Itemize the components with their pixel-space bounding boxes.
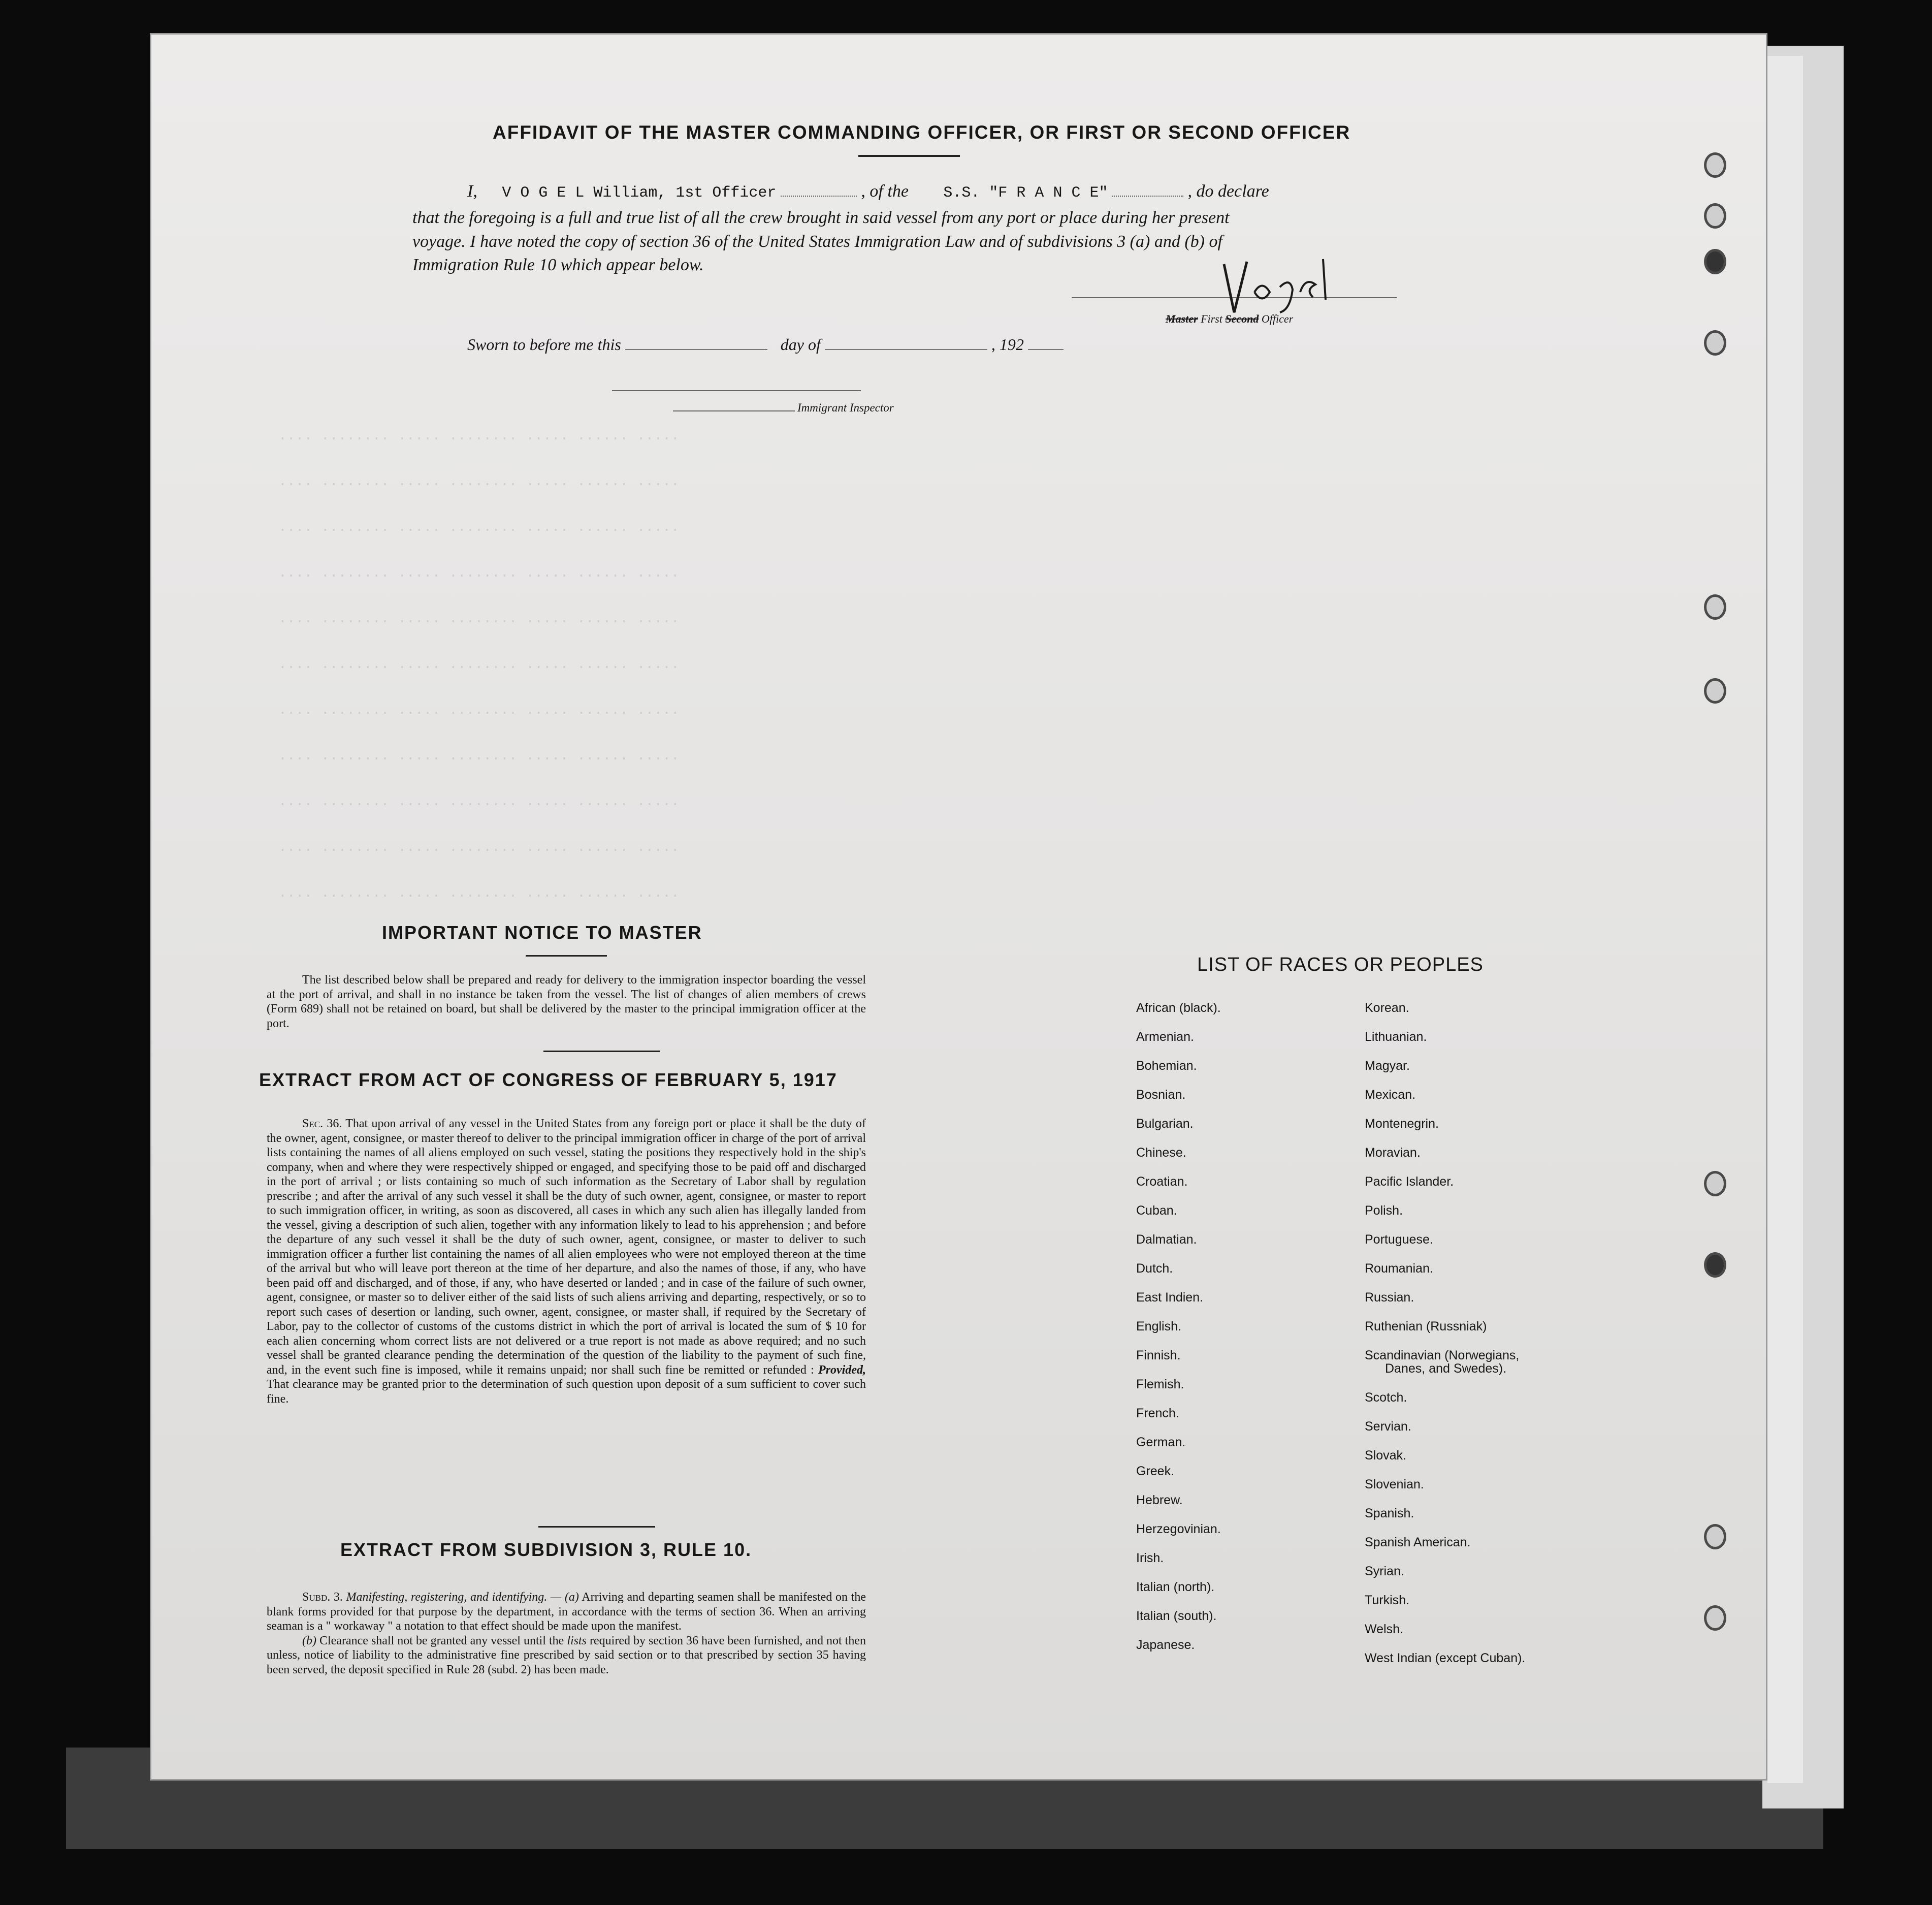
inspector-signature-line-2 <box>673 410 795 411</box>
part-a-label: (a) <box>564 1591 579 1604</box>
race-item: Bulgarian. <box>1136 1117 1194 1131</box>
inspector-signature-line <box>612 390 861 391</box>
sworn-line <box>467 335 1064 354</box>
race-item: Croatian. <box>1136 1174 1188 1189</box>
act-provided: Provided, <box>818 1363 866 1377</box>
race-item: Turkish. <box>1365 1593 1409 1607</box>
bleed-through-row: .... ........ ..... ........ ..... ...... ..... <box>278 520 680 535</box>
notice-body <box>267 973 866 1031</box>
race-item: Japanese. <box>1136 1638 1195 1652</box>
affidavit-line-3: voyage. I have noted the copy of section 36 of the United States Immigration Law and of subdivisions 3 (a) and (b) of <box>412 232 1222 251</box>
bleed-through-row: .... ........ ..... ........ ..... ...... ..... <box>278 840 680 855</box>
act-body-text: That upon arrival of any vessel in the United States from any foreign port or place it shall be the duty of the owner, agent, consignee, or master thereof to deliver to the principal immigration officer in charge of the port of arrival lists containing the names of all aliens employed on such vessel, stating the positions they respectively hold in the ship's company, when and where they were respectively shipped or engaged, and specifying those to be paid off and discharged in the port of arrival ; or lists containing so much of such information as the Secretary of Labor shall by regulation prescribe ; and after the arrival of any such vessel it shall be the duty of such owner, agent, consignee, or master to report to such immigration officer, in writing, as soon as discovered, all cases in which any such alien has illegally landed from the vessel, giving a description of such alien, together with any information likely to lead to his apprehension ; and before the departure of any such vessel it shall be the duty of such owner, agent, consignee, or master to deliver to such immigration officer a further list containing the names of all alien employees who were not employed thereon at the time of the arrival but who will leave port thereon at the time of her departure, and also the names of those, if any, who have been paid off and discharged, and of those, if any, who have deserted or landed ; and in case of the failure of such owner, agent, consignee, or master so to deliver either of the said lists of such aliens arriving and departing, respectively, or so to report such cases of desertion or landing, such owner, agent, consignee, or master shall, if required by the Secretary of Labor, pay to the collector of customs of the customs district in which the port of arrival is located the sum of $ 10 for each alien concerning whom correct lists are not delivered or a true report is not made as above required; and no such vessel shall be granted clearance pending the determination of the question of the liability to the payment of such fine, and, in the event such fine is imposed, while it remains unpaid; nor shall such fine be remitted or refunded : <box>267 1117 866 1377</box>
race-item: Lithuanian. <box>1365 1030 1427 1044</box>
punch-hole-icon <box>1704 1524 1726 1549</box>
punch-hole-icon <box>1704 1171 1726 1196</box>
part-b-label: (b) <box>302 1634 316 1647</box>
act-section-label: Sec. 36. <box>302 1117 342 1130</box>
struck-second: Second <box>1225 312 1259 325</box>
race-item: Armenian. <box>1136 1030 1194 1044</box>
punch-hole-icon <box>1704 249 1726 274</box>
notice-title: IMPORTANT NOTICE TO MASTER <box>382 922 702 943</box>
i-word: I, <box>467 182 477 201</box>
punch-hole-icon <box>1704 152 1726 178</box>
subd-label: Subd. 3. <box>302 1591 343 1604</box>
do-declare-label: , do declare <box>1187 182 1269 201</box>
race-item: Dalmatian. <box>1136 1232 1197 1247</box>
punch-hole-icon <box>1704 1252 1726 1278</box>
officer-label: Officer <box>1261 312 1294 325</box>
race-item: Greek. <box>1136 1464 1175 1478</box>
race-item: Bohemian. <box>1136 1059 1197 1073</box>
manifest-page <box>150 33 1767 1781</box>
race-item: Moravian. <box>1365 1146 1421 1160</box>
race-item: Bosnian. <box>1136 1088 1186 1102</box>
affidavit-title: AFFIDAVIT OF THE MASTER COMMANDING OFFICER, OR FIRST OR SECOND OFFICER <box>493 122 1351 143</box>
punch-hole-icon <box>1704 330 1726 356</box>
vessel-underline <box>1112 196 1183 197</box>
sworn-text: Sworn to before me this <box>467 335 621 354</box>
race-item: Italian (south). <box>1136 1609 1217 1623</box>
rule-title: EXTRACT FROM SUBDIVISION 3, RULE 10. <box>340 1539 752 1560</box>
race-item: Scandinavian (Norwegians, <box>1365 1348 1520 1362</box>
race-item: West Indian (except Cuban). <box>1365 1651 1526 1665</box>
race-item: Flemish. <box>1136 1377 1184 1391</box>
race-item: Servian. <box>1365 1419 1411 1434</box>
race-item: French. <box>1136 1406 1179 1420</box>
race-item: Roumanian. <box>1365 1261 1433 1276</box>
race-item: Russian. <box>1365 1290 1414 1305</box>
race-item: Slovenian. <box>1365 1477 1424 1491</box>
race-item: German. <box>1136 1435 1186 1449</box>
race-item: East Indien. <box>1136 1290 1204 1305</box>
affidavit-line-2: that the foregoing is a full and true list of all the crew brought in said vessel from any port or place during her present <box>412 208 1230 227</box>
race-item: Irish. <box>1136 1551 1164 1565</box>
signature-svg <box>1219 257 1336 318</box>
day-of-label: day of <box>780 335 821 354</box>
race-item: Magyar. <box>1365 1059 1410 1073</box>
bleed-through-row: .... ........ ..... ........ ..... ...... ..... <box>278 794 680 810</box>
officer-name-underline <box>781 196 857 197</box>
race-item: Syrian. <box>1365 1564 1404 1578</box>
title-underline <box>858 155 960 157</box>
bleed-through-row: .... ........ ..... ........ ..... ...... ..... <box>278 703 680 718</box>
first-label: First <box>1201 312 1222 325</box>
sworn-day-blank <box>625 349 767 350</box>
race-item: Dutch. <box>1136 1261 1173 1276</box>
race-item: Danes, and Swedes). <box>1385 1361 1507 1376</box>
part-b-text-1: Clearance shall not be granted any vessel until the <box>319 1634 564 1647</box>
bleed-through-row: .... ........ ..... ........ ..... ...... ..... <box>278 748 680 764</box>
race-item: Cuban. <box>1136 1203 1177 1218</box>
race-item: Hebrew. <box>1136 1493 1183 1507</box>
race-item: Italian (north). <box>1136 1580 1215 1594</box>
inspector-label: Immigrant Inspector <box>797 401 894 414</box>
act-paragraph <box>267 1117 866 1406</box>
sworn-year-blank <box>1028 349 1064 350</box>
punch-hole-icon <box>1704 594 1726 620</box>
race-item: African (black). <box>1136 1001 1221 1015</box>
race-item: Finnish. <box>1136 1348 1181 1362</box>
race-item: Ruthenian (Russniak) <box>1365 1319 1487 1334</box>
race-item: Scotch. <box>1365 1390 1407 1405</box>
race-item: Herzegovinian. <box>1136 1522 1221 1536</box>
bleed-through-row: .... ........ ..... ........ ..... ...... ..... <box>278 428 680 444</box>
race-item: Korean. <box>1365 1001 1409 1015</box>
punch-hole-icon <box>1704 203 1726 229</box>
part-b-text-2: required by section 36 have been furnished, and not then unless, notice of liability to the administrative fine prescribed by said section or to that prescribed by section 35 having been served, the deposit specified in Rule 28 (subd. 2) has been made. <box>267 1634 866 1676</box>
punch-hole-icon <box>1704 678 1726 704</box>
bleed-through-row: .... ........ ..... ........ ..... ...... ..... <box>278 611 680 627</box>
notice-divider <box>543 1051 660 1052</box>
affidavit-line-1 <box>467 182 1269 202</box>
race-item: Mexican. <box>1365 1088 1416 1102</box>
struck-master: Master <box>1166 312 1198 325</box>
race-item: Chinese. <box>1136 1146 1186 1160</box>
part-a-text: Arriving and departing seamen shall be manifested on the blank forms provided for that purpose by the department, in accordance with the terms of section 36. When an arriving seaman is a " workaway " a notation to that effect should be made upon the manifest. <box>267 1591 866 1633</box>
officer-name-field: V O G E L William, 1st Officer <box>502 184 777 202</box>
officer-signature <box>1219 257 1336 320</box>
part-b-lists: lists <box>567 1634 587 1647</box>
bleed-through-row: .... ........ ..... ........ ..... ...... ..... <box>278 657 680 673</box>
races-title: LIST OF RACES OR PEOPLES <box>1197 954 1484 975</box>
affidavit-line-4: Immigration Rule 10 which appear below. <box>412 256 704 274</box>
vessel-name-field: S.S. "F R A N C E" <box>943 184 1108 202</box>
rule-part-a <box>267 1590 866 1634</box>
race-item: Spanish. <box>1365 1506 1414 1520</box>
year-label: , 192 <box>991 335 1024 354</box>
subd-heading: Manifesting, registering, and identifying. — <box>346 1591 562 1604</box>
race-item: Portuguese. <box>1365 1232 1433 1247</box>
bleed-through-row: .... ........ ..... ........ ..... ...... ..... <box>278 474 680 490</box>
act-title: EXTRACT FROM ACT OF CONGRESS OF FEBRUARY 5, 1917 <box>259 1069 838 1090</box>
act-body-end: That clearance may be granted prior to the determination of such question upon deposit of a sum sufficient to cover such fine. <box>267 1378 866 1406</box>
race-item: Slovak. <box>1365 1448 1406 1463</box>
race-item: Polish. <box>1365 1203 1403 1218</box>
bleed-through-row: .... ........ ..... ........ ..... ...... ..... <box>278 565 680 581</box>
rule-part-b <box>267 1634 866 1677</box>
act-body <box>267 1117 866 1406</box>
bleed-through-row: .... ........ ..... ........ ..... ...... ..... <box>278 885 680 901</box>
act-divider <box>538 1526 655 1528</box>
officer-title-line <box>1166 312 1293 326</box>
sworn-month-blank <box>825 349 987 350</box>
race-item: Spanish American. <box>1365 1535 1471 1549</box>
race-item: Welsh. <box>1365 1622 1403 1636</box>
notice-body-text: The list described below shall be prepared and ready for delivery to the immigration inspector boarding the vessel at the port of arrival, and shall in no instance be taken from the vessel. The list of changes of alien members of crews (Form 689) shall not be retained on board, but shall be delivered by the master to the principal immigration officer at the port. <box>267 973 866 1030</box>
notice-underline <box>526 955 607 957</box>
page-edge-strip <box>1767 56 1803 1783</box>
punch-hole-icon <box>1704 1605 1726 1631</box>
of-the-label: , of the <box>861 182 909 201</box>
race-item: Montenegrin. <box>1365 1117 1439 1131</box>
rule-body <box>267 1590 866 1677</box>
race-item: English. <box>1136 1319 1181 1334</box>
race-item: Pacific Islander. <box>1365 1174 1454 1189</box>
